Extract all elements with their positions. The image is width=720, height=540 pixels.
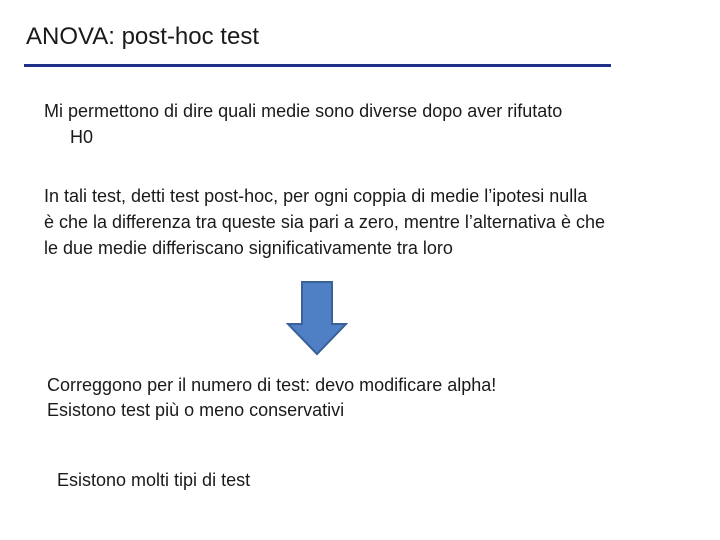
down-arrow-icon <box>286 280 348 356</box>
title-underline <box>24 64 611 67</box>
paragraph-2-line-3: le due medie differiscano significativamente tra loro <box>44 238 453 258</box>
paragraph-3-line-1: Correggono per il numero di test: devo modificare alpha! <box>47 375 497 395</box>
paragraph-3-line-2: Esistono test più o meno conservativi <box>47 400 345 420</box>
paragraph-1-line-2: H0 <box>70 127 94 147</box>
paragraph-4: Esistono molti tipi di test <box>57 470 251 490</box>
slide-title: ANOVA: post-hoc test <box>26 23 259 50</box>
down-arrow-shape <box>288 282 346 354</box>
paragraph-2-line-2: è che la differenza tra queste sia pari a zero, mentre l’alternativa è che <box>44 212 605 232</box>
paragraph-2-line-1: In tali test, detti test post-hoc, per ogni coppia di medie l’ipotesi nulla <box>44 186 588 206</box>
paragraph-1-line-1: Mi permettono di dire quali medie sono diverse dopo aver rifutato <box>44 101 563 121</box>
